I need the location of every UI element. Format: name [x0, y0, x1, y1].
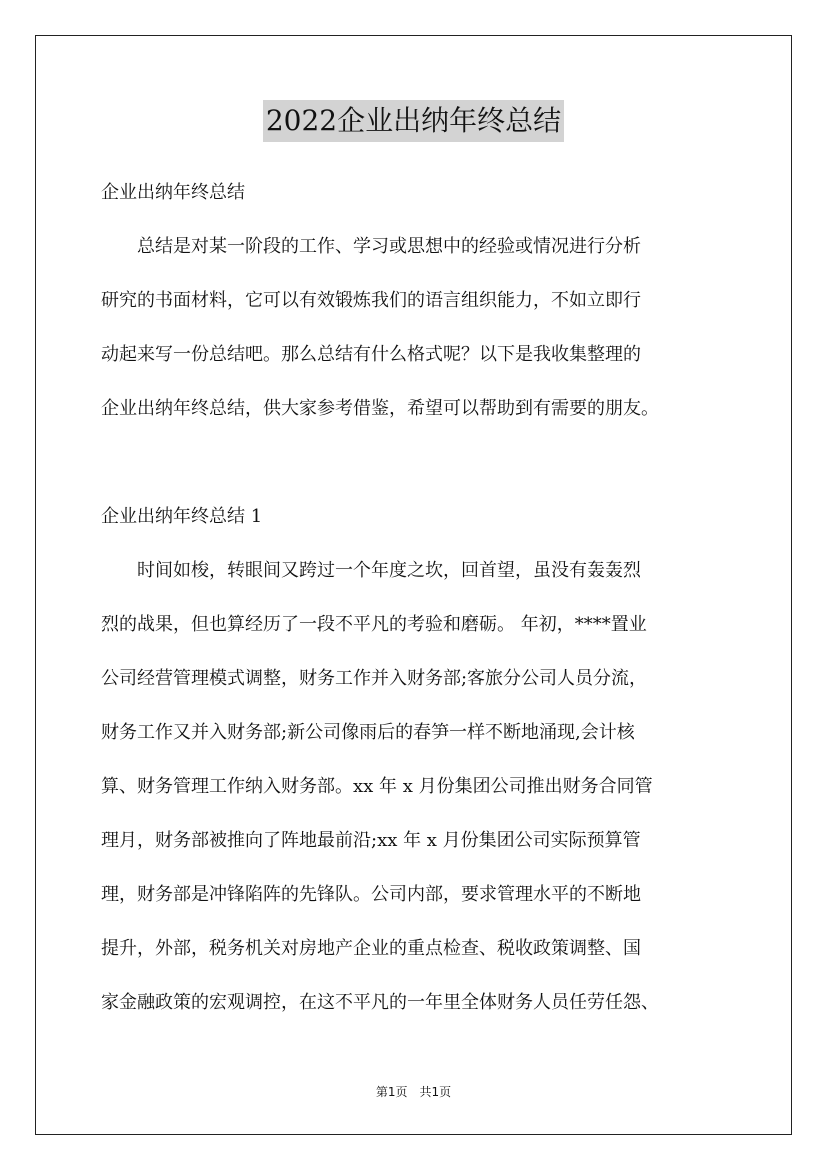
intro-line: 总结是对某一阶段的工作、学习或思想中的经验或情况进行分析: [101, 236, 641, 257]
section1-line: 烈的战果，但也算经历了一段不平凡的考验和磨砺。 年初，****置业: [101, 614, 647, 635]
intro-line: 研究的书面材料，它可以有效锻炼我们的语言组织能力，不如立即行: [101, 290, 641, 311]
section1-line: 算、财务管理工作纳入财务部。xx 年 x 月份集团公司推出财务合同管: [101, 776, 653, 797]
intro-line: 动起来写一份总结吧。那么总结有什么格式呢？以下是我收集整理的: [101, 344, 641, 365]
section1-line: 时间如梭，转眼间又跨过一个年度之坎，回首望，虽没有轰轰烈: [101, 560, 641, 581]
section1-heading: 企业出纳年终总结 1: [101, 506, 263, 527]
intro-heading: 企业出纳年终总结: [101, 182, 245, 203]
document-body: [101, 175, 741, 1039]
section1-line: 理，财务部是冲锋陷阵的先锋队。公司内部，要求管理水平的不断地: [101, 884, 641, 905]
title-container: [0, 100, 827, 142]
section1-line: 家金融政策的宏观调控，在这不平凡的一年里全体财务人员任劳任怨、: [101, 992, 659, 1013]
section1-line: 公司经营管理模式调整，财务工作并入财务部;客旅分公司人员分流，: [101, 668, 648, 689]
section1-line: 理月，财务部被推向了阵地最前沿;xx 年 x 月份集团公司实际预算管: [101, 830, 641, 851]
document-title: 2022企业出纳年终总结: [263, 100, 564, 142]
section1-line: 提升，外部，税务机关对房地产企业的重点检查、税收政策调整、国: [101, 938, 641, 959]
section1-line: 财务工作又并入财务部;新公司像雨后的春笋一样不断地涌现,会计核: [101, 722, 635, 743]
intro-line: 企业出纳年终总结，供大家参考借鉴，希望可以帮助到有需要的朋友。: [101, 398, 659, 419]
page-number: 第1页 共1页: [375, 1085, 452, 1099]
page-footer: [0, 1083, 827, 1100]
